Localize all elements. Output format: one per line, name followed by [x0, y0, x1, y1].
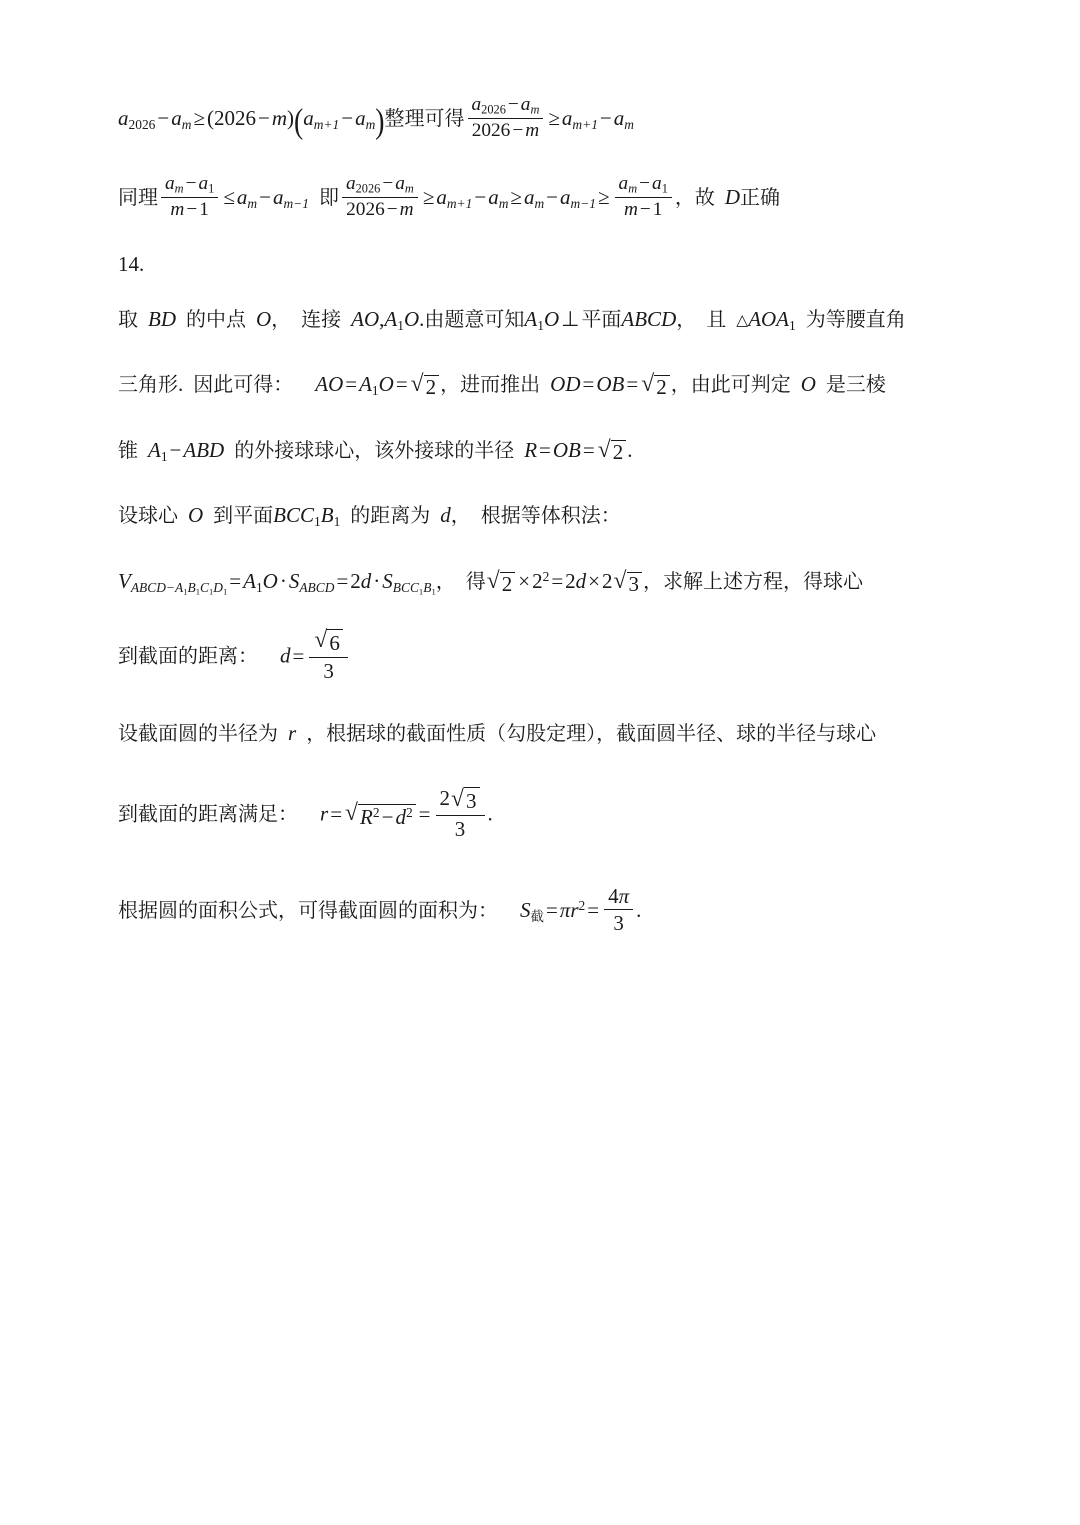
math-line-9: 设截面圆的半径为 r ，根据球的截面性质（勾股定理），截面圆半径、球的半径与球心 — [118, 721, 877, 746]
math-line-7: $V_{ABCD-A_1B_1C_1D_1}=A_1O\cdot S_{ABCD}=2d\cdot S_{BCC_1B_1}$， 得 √ $2 \times 2^2=2d\times 2$ √ 3 ，求解上述方程，得球心 — [118, 570, 962, 596]
math-line-10: 到截面的距离满足： r= √ $R^2-d^2$ = $\frac{2 √ 3}{3}$ . — [118, 788, 962, 843]
question-number: 14. — [118, 251, 145, 276]
math-line-11: 根据圆的面积公式，可得截面圆的面积为： $S_截=\pi r^2=$ $\frac{4\pi}{3}$ . — [118, 883, 642, 936]
math-line-1: $a_{2026}-a_m\ge(2026-m)(a_{m+1}-a_m)$整理可得 $\frac{a_{2026} - a_m}{2026 - m}$ $\ge a_{m+1}-a_m$ — [118, 94, 634, 142]
math-line-6: 设球心 O 到平面$BCC_1B_1$ 的距离为 d， 根据等体积法： — [118, 503, 621, 529]
math-line-2: 同理 $\frac{a_m - a_1}{m - 1}$ $\le a_m-a_{m-1}$ 即 $\frac{a_{2026} - a_m}{2026 - m}$ $\ge a_{m+1}-a_m\ge a_m-a_{m-1}\ge$ $\frac{a_m - a_1}{m - 1}$ ，故 D正确 — [118, 172, 781, 220]
math-line-5: 锥 $A_1-ABD$ 的外接球球心，该外接球的半径 R=OB= √ 2 . — [118, 440, 962, 464]
math-line-4: 三角形. 因此可得： $AO=A_1O=$ √ 2 ，进而推出 OD=OB= √ 2 ，由此可判定 O 是三棱 — [118, 374, 962, 398]
math-line-3: 取 BD 的中点 O， 连接 $AO,A_1O$.由题意可知$A_1O\perp$ 平面ABCD， 且 $\triangle AOA_1$ 为等腰直角 — [118, 306, 906, 333]
math-line-8: 到截面的距离： d= √ $\frac{6}{3}$ — [118, 630, 962, 685]
